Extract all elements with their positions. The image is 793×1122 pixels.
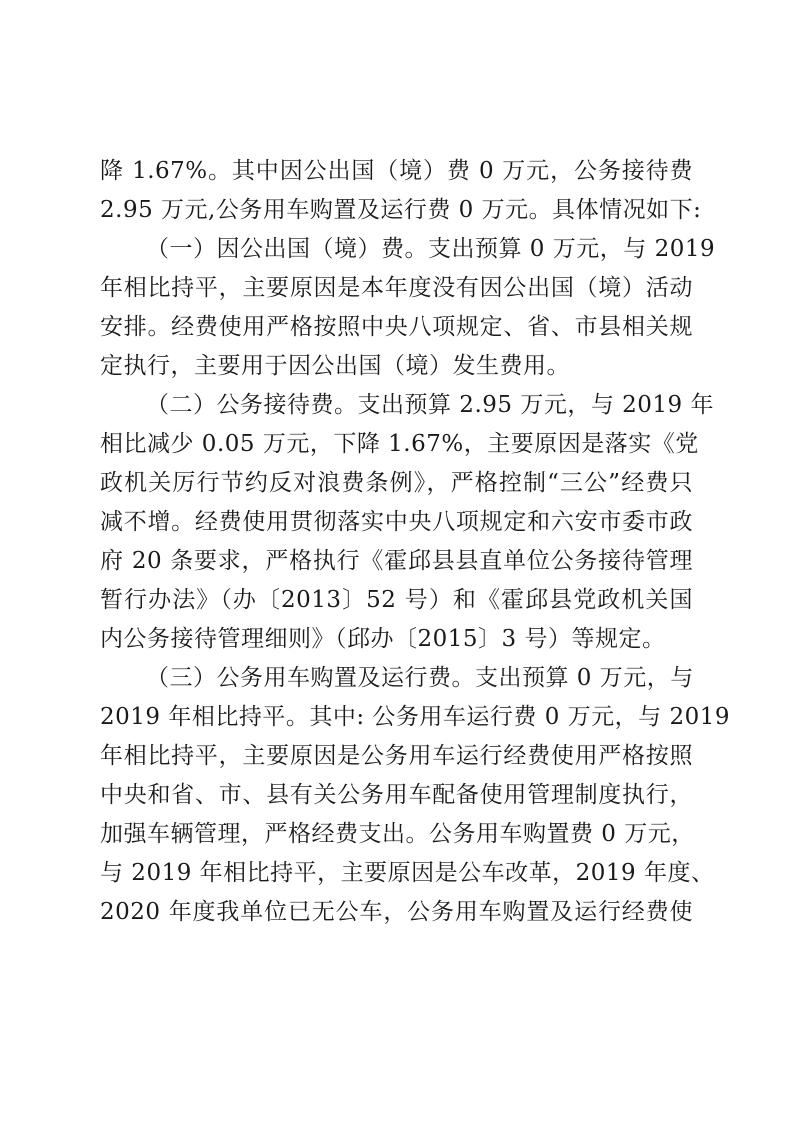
text-line: 中央和省、市、县有关公务用车配备使用管理制度执行，	[100, 782, 693, 808]
text-line: 降 1.67%。其中因公出国（境）费 0 万元，公务接待费	[100, 158, 693, 184]
text-line: 定执行，主要用于因公出国（境）发生费用。	[100, 353, 570, 379]
text-line: 政机关厉行节约反对浪费条例》，严格控制“三公”经费只	[100, 470, 693, 496]
text-line: 暂行办法》（办〔2013〕52 号）和《霍邱县党政机关国	[100, 587, 693, 613]
section-overseas-travel	[100, 230, 716, 386]
text-line: 内公务接待管理细则》（邱办〔2015〕3 号）等规定。	[100, 626, 666, 652]
section-official-vehicles	[100, 659, 731, 932]
text-line: 年相比持平，主要原因是本年度没有因公出国（境）活动	[100, 275, 693, 301]
text-line: 安排。经费使用严格按照中央八项规定、省、市县相关规	[100, 314, 693, 340]
section-official-reception	[100, 386, 714, 659]
text-line: 与 2019 年相比持平，主要原因是公车改革，2019 年度、	[100, 860, 715, 886]
text-line: 加强车辆管理，严格经费支出。公务用车购置费 0 万元，	[100, 821, 695, 847]
text-line: 2019 年相比持平。其中: 公务用车运行费 0 万元，与 2019	[100, 704, 731, 730]
section-heading-line: （二）公务接待费。支出预算 2.95 万元，与 2019 年	[146, 392, 714, 418]
section-heading-line: （一）因公出国（境）费。支出预算 0 万元，与 2019	[146, 236, 716, 262]
text-line: 府 20 条要求，严格执行《霍邱县县直单位公务接待管理	[100, 548, 693, 574]
text-line: 年相比持平，主要原因是公务用车运行经费使用严格按照	[100, 743, 693, 769]
text-line: 2020 年度我单位已无公车，公务用车购置及运行经费使	[100, 899, 693, 925]
text-line: 2.95 万元,公务用车购置及运行费 0 万元。具体情况如下:	[100, 197, 702, 223]
body-text	[100, 152, 731, 932]
section-heading-line: （三）公务用车购置及运行费。支出预算 0 万元，与	[146, 665, 694, 691]
paragraph-continuation	[100, 152, 702, 230]
text-line: 减不增。经费使用贯彻落实中央八项规定和六安市委市政	[100, 509, 693, 535]
text-line: 相比减少 0.05 万元，下降 1.67%，主要原因是落实《党	[100, 431, 699, 457]
